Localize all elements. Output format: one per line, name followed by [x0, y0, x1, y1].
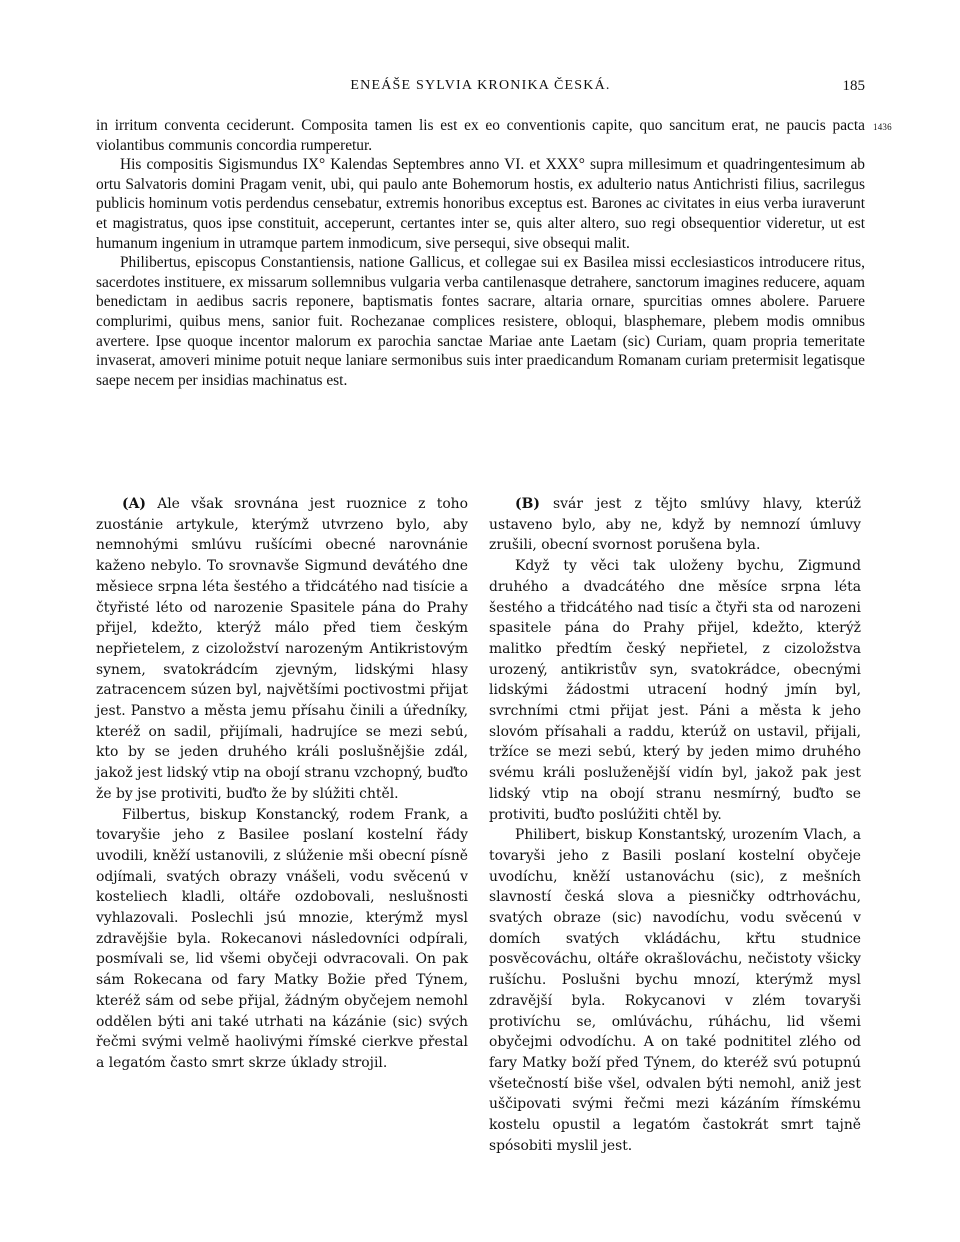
- column-b-paragraph: [489, 494, 861, 556]
- latin-paragraph: in irritum conventa ceciderunt. Composita tamen lis est ex eo conventionis capite, quo sancitum erat, ne paucis pacta violantibus communis concordia rumperetur.: [96, 117, 865, 154]
- column-b-paragraph: Když ty věci tak uloženy bychu, Zigmund druhého a dvadcátého dne měsíce srpna léta šestého a třidcátého nad tisíc a čtyři sta od narozeni spasitele pána do Prahy přijel, kdežto, kterýž malitko předtím český nepřietel, z cizoložstva urozený, antikristův syn, svatokrádce, obecnými lidskými žádostmi utracení hodný jmín byl, svrchními ctmi přijat jest. Páni a města k jeho slovóm přísahali a raddu, kterúž on ustavil, přijali, tržíce se mezi sebú, který by jeden mimo druhého svému králi posluženější vidín byl, jakož pak jest lidský vtip na obojí stranu nesmírný, buďto se protiviti, buďto poslúžiti chtěl by.: [489, 558, 861, 823]
- column-a-paragraph: Filbertus, biskup Konstancký, rodem Frank, a tovaryšie jeho z Basilee poslaní kostelní řády uvodili, kněží ustanovili, z slúženie mši obecní písně odjímali, svatých obrazy vnášeli, vodu svěcenú v kosteliech kladli, oltáře ozdobovali, neslušnosti vyhlazovali. Poslechli jsú mnozie, kterýmž mysl zdravějšie byla. Rokecanovi následovníci odpírali, posmívali se, lid všemi obyčeji odvracovali. On pak sám Rokecana od fary Matky Božie před Týnem, kteréž sám od sebe přijal, žádným obyčejem nemohl oddělen býti ani také utrhati na kázánie (sic) svých řečmi svými velmě haolivými římské cierkve přestal a legatóm často smrt skrze úklady strojil.: [96, 806, 468, 1071]
- running-title: ENEÁŠE SYLVIA KRONIKA ČESKÁ.: [350, 78, 611, 93]
- latin-text-block: [96, 116, 865, 390]
- czech-column-a: [96, 494, 468, 1074]
- column-a-marker: (A): [122, 496, 146, 512]
- column-b-paragraph: Philibert, biskup Konstantský, urozením Vlach, a tovaryši jeho z Basili poslaní kostelní obyčeje uvodíchu, kněží ustanováchu (sic), z mešních slavností česká slova a piesničky odtrhováchu, svatých obraze (sic) navodíchu, vodu svěcenú v domích svatých vkládáchu, křtu studnice posvěcováchu, oltáře okrašlováchu, nečistoty všicky rušíchu. Poslušni bychu mnozí, kterýmž mysl zdravější byla. Rokycanovi v zlém tovaryši protivíchu se, omlúváchu, rúháchu, lid všemi obyčejmi odvodíchu. A on také podnititel zlého od fary Matky boží před Týnem, do kteréž svú potupnú všetečností biše všel, odvalen býti nemohl, aniž jest uščipovati svými řečmi mezi kázáním římskému kostelu opustil a legatóm častokrát smrt tajně spósobiti myslil jest.: [489, 827, 861, 1154]
- page-number: 185: [842, 78, 865, 94]
- czech-column-b: [489, 494, 861, 1157]
- running-header: [96, 78, 865, 100]
- latin-paragraph: Philibertus, episcopus Constantiensis, natione Gallicus, et collegae sui ex Basilea missi ecclesiasticos introducere ritus, sacerdotes instituere, ex missarum sollemnibus vulgaria verba cantilenasque detrahere, sanctorum imagines reducere, aquam benedictam in aedibus sacris reponere, baptismatis fontes sacrare, altaria ornare, spurcitias omnes abolere. Paruere complurimi, quibus mens, sanior fuit. Rochezanae complices resistere, obloqui, blasphemare, plebem modis omnibus avertere. Ipse quoque incentor malorum ex parochia sanctae Mariae ante Laetam (sic) Curiam, quam propria temeritate invaserat, amoveri minime potuit neque laniare sermonibus suis inter praedicandum Romanam curiam pretermisit legatisque saepe necem per insidias machinatus est.: [96, 254, 865, 389]
- column-b-text: svár jest z tějto smlúvy hlavy, kterúž ustaveno bylo, aby ne, když by nemnozí úmluvy zrušili, obecní svornost porušena byla.: [489, 496, 861, 554]
- margin-year-note: 1436: [873, 122, 892, 132]
- column-b-marker: (B): [515, 496, 540, 512]
- column-a-paragraph: [96, 494, 468, 805]
- column-a-text: Ale však srovnána jest ruoznice z toho zuostánie artykule, kterýmž utvrzeno bylo, aby nemnohými smlúvu rušícími obecné narovnánie kaženo nebylo. To srovnavše Sigmund devátého dne měsiece srpna léta šestého a třidcátého nad tisície a čtyřisté léto od narozenie Spasitele pána do Prahy přijel, kdežto, kterýž málo před tiem českým nepřietelem, z cizoložství narozeným Antikristovým synem, svatokrádcím zjevným, lidskými hlasy zatracencem súzen byl, najvětšími poctivostmi přijat jest. Panstvo a města jemu přísahu činili a úředníky, kteréž on sadil, přijímali, hadrujíce se mezi sebú, kto by se jeden druhého králi poslušnějšie zdál, jakož jest lidský vtip na obojí stranu vzchopný, buďto že by jse protiviti, buďto že by slúžiti chtěl.: [96, 496, 468, 802]
- latin-paragraph: His compositis Sigismundus IX° Kalendas Septembres anno VI. et XXX° supra millesimum et quadringentesimum ab ortu Salvatoris domini Pragam venit, ubi, qui paulo ante Bohemorum hostis, ex adulterio natus Antichristi filius, sacrilegus publicis hominum votis perdendus censebatur, extremis honoribus exceptus est. Barones ac civitates in eius verba iuraverunt et magistratus, quos ipse constituit, acceperunt, certantes inter se, quis alter altero, suo regi obsequentior videretur, ut est humanum ingenium in utramque partem inmodicum, sive persequi, sive obsequi malit.: [96, 156, 865, 252]
